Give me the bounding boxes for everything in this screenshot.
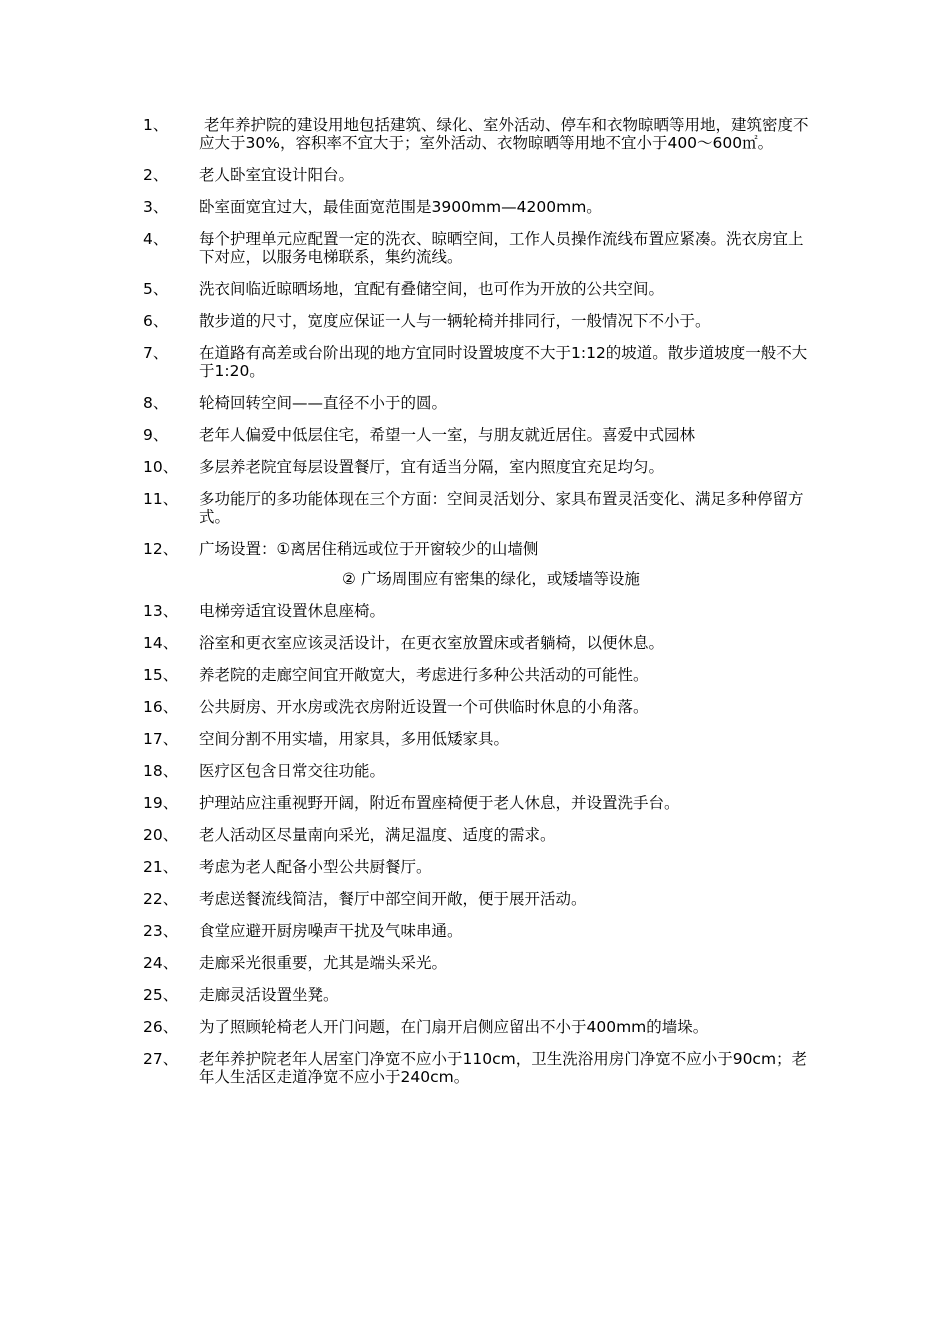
- list-item: [0, 198, 950, 216]
- design-guidelines-list: [0, 116, 950, 1100]
- item-number: 14、: [143, 634, 179, 652]
- item-text: 老年人偏爱中低层住宅，希望一人一室，与朋友就近居住。喜爱中式园林: [199, 426, 696, 444]
- item-text: 在道路有高差或台阶出现的地方宜同时设置坡度不大于1:12的坡道。散步道坡度一般不大于1:20。: [199, 344, 808, 380]
- list-item: [0, 394, 950, 412]
- list-item: [0, 890, 950, 908]
- list-item: [0, 986, 950, 1004]
- list-item: [0, 698, 950, 716]
- item-number: 9、: [143, 426, 169, 444]
- item-text: 老人活动区尽量南向采光，满足温度、适度的需求。: [199, 826, 556, 844]
- item-number: 24、: [143, 954, 179, 972]
- item-number: 20、: [143, 826, 179, 844]
- item-number: 8、: [143, 394, 169, 412]
- item-number: 21、: [143, 858, 179, 876]
- item-number: 19、: [143, 794, 179, 812]
- list-item: [0, 280, 950, 298]
- item-text: 空间分割不用实墙，用家具，多用低矮家具。: [199, 730, 510, 748]
- item-text: 养老院的走廊空间宜开敞宽大，考虑进行多种公共活动的可能性。: [199, 666, 649, 684]
- list-item: [0, 858, 950, 876]
- list-item: [0, 540, 950, 558]
- list-item: [0, 922, 950, 940]
- item-number: 13、: [143, 602, 179, 620]
- item-text: 洗衣间临近晾晒场地，宜配有叠储空间，也可作为开放的公共空间。: [199, 280, 665, 298]
- item-number: 11、: [143, 490, 179, 508]
- list-item: [0, 730, 950, 748]
- item-number: 23、: [143, 922, 179, 940]
- item-number: 2、: [143, 166, 169, 184]
- list-item: [0, 602, 950, 620]
- item-number: 4、: [143, 230, 169, 248]
- list-item: [0, 634, 950, 652]
- item-number: 15、: [143, 666, 179, 684]
- item-text: 浴室和更衣室应该灵活设计，在更衣室放置床或者躺椅，以便休息。: [199, 634, 665, 652]
- item-text: 老人卧室宜设计阳台。: [199, 166, 355, 184]
- item-text: 散步道的尺寸，宽度应保证一人与一辆轮椅并排同行，一般情况下不小于。: [199, 312, 711, 330]
- item-number: 7、: [143, 344, 169, 362]
- list-item: [0, 666, 950, 684]
- list-item: [0, 230, 950, 266]
- item-number: 25、: [143, 986, 179, 1004]
- item-text: 走廊采光很重要，尤其是端头采光。: [199, 954, 448, 972]
- item-number: 12、: [143, 540, 179, 558]
- item-text: 公共厨房、开水房或洗衣房附近设置一个可供临时休息的小角落。: [199, 698, 649, 716]
- item-number: 18、: [143, 762, 179, 780]
- list-item: [0, 116, 950, 152]
- list-item: [0, 1018, 950, 1036]
- list-item: [0, 762, 950, 780]
- list-item: [0, 826, 950, 844]
- item-number: 16、: [143, 698, 179, 716]
- item-number: 10、: [143, 458, 179, 476]
- item-number: 3、: [143, 198, 169, 216]
- item-12-subpoint: ② 广场周围应有密集的绿化，或矮墙等设施: [342, 570, 640, 588]
- item-text: 考虑为老人配备小型公共厨餐厅。: [199, 858, 432, 876]
- list-item: [0, 490, 950, 526]
- list-item: [0, 794, 950, 812]
- list-item: [0, 426, 950, 444]
- item-text: 老年养护院老年人居室门净宽不应小于110cm，卫生洗浴用房门净宽不应小于90cm；老年人生活区走道净宽不应小于240cm。: [199, 1050, 808, 1086]
- item-text: 每个护理单元应配置一定的洗衣、晾晒空间，工作人员操作流线布置应紧凑。洗衣房宜上下对应，以服务电梯联系，集约流线。: [199, 230, 804, 266]
- item-text: 电梯旁适宜设置休息座椅。: [199, 602, 386, 620]
- item-number: 17、: [143, 730, 179, 748]
- item-text: 卧室面宽宜过大，最佳面宽范围是3900mm—4200mm。: [199, 198, 602, 216]
- list-item: [0, 458, 950, 476]
- item-text: 医疗区包含日常交往功能。: [199, 762, 386, 780]
- item-text: 老年养护院的建设用地包括建筑、绿化、室外活动、停车和衣物晾晒等用地，建筑密度不应大于30%，容积率不宜大于；室外活动、衣物晾晒等用地不宜小于400～600㎡。: [199, 116, 809, 152]
- list-item: [0, 166, 950, 184]
- item-number: 6、: [143, 312, 169, 330]
- item-text: 护理站应注重视野开阔，附近布置座椅便于老人休息，并设置洗手台。: [199, 794, 680, 812]
- item-text: 多功能厅的多功能体现在三个方面：空间灵活划分、家具布置灵活变化、满足多种停留方式。: [199, 490, 804, 526]
- list-item: [0, 312, 950, 330]
- list-item: [0, 344, 950, 380]
- item-text: 多层养老院宜每层设置餐厅，宜有适当分隔，室内照度宜充足均匀。: [199, 458, 665, 476]
- item-text: 食堂应避开厨房噪声干扰及气味串通。: [199, 922, 463, 940]
- list-item: [0, 1050, 950, 1086]
- item-number: 26、: [143, 1018, 179, 1036]
- item-number: 1、: [143, 116, 169, 134]
- item-number: 27、: [143, 1050, 179, 1068]
- item-text: 走廊灵活设置坐凳。: [199, 986, 339, 1004]
- item-text: 考虑送餐流线简洁，餐厅中部空间开敞，便于展开活动。: [199, 890, 587, 908]
- item-number: 5、: [143, 280, 169, 298]
- item-text: 广场设置：①离居住稍远或位于开窗较少的山墙侧: [199, 540, 539, 558]
- item-number: 22、: [143, 890, 179, 908]
- item-text: 为了照顾轮椅老人开门问题，在门扇开启侧应留出不小于400mm的墙垛。: [199, 1018, 709, 1036]
- item-text: 轮椅回转空间——直径不小于的圆。: [199, 394, 448, 412]
- list-item: [0, 954, 950, 972]
